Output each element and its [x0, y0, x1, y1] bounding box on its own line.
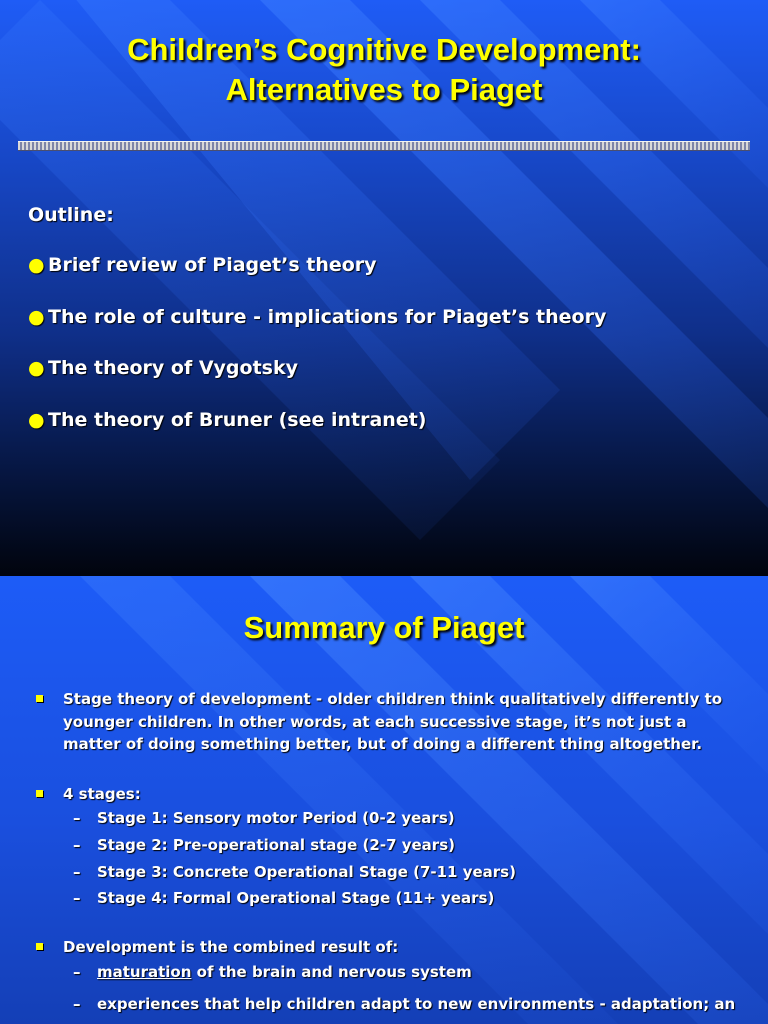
bullet-dot-icon: ●: [28, 254, 45, 276]
outline-label: Outline:: [28, 204, 114, 226]
outline-item: [28, 254, 606, 306]
development-item: [63, 959, 734, 986]
outline-list: [28, 254, 606, 460]
outline-item: [28, 306, 606, 358]
slide-1-title-line-1: Children’s Cognitive Development:: [127, 32, 641, 67]
bullet-square-icon: [36, 790, 43, 797]
outline-item-text: The theory of Vygotsky: [48, 357, 298, 379]
stages-list: [63, 805, 734, 912]
dash-icon: –: [73, 962, 81, 981]
summary-item-stages: [34, 783, 734, 913]
summary-item-development: [34, 936, 734, 1018]
stages-heading: 4 stages:: [63, 784, 141, 803]
stage-text: Stage 1: Sensory motor Period (0-2 years): [97, 809, 455, 827]
outline-item-text: The theory of Bruner (see intranet): [48, 408, 427, 431]
dash-icon: –: [73, 889, 81, 908]
bullet-square-icon: [36, 695, 43, 702]
development-list: [63, 959, 734, 1019]
text-line: Stage theory of development - older children think qualitatively differently to: [63, 690, 723, 708]
development-item-text: of the brain and nervous system: [191, 962, 472, 981]
stage-text: Stage 2: Pre-operational stage (2-7 years): [97, 835, 455, 854]
bullet-dot-icon: ●: [28, 305, 45, 328]
outline-item-text: The role of culture - implications for Piaget’s theory: [48, 305, 607, 328]
development-item: [63, 991, 734, 1018]
title-divider: [18, 141, 750, 151]
development-item-text: experiences that help children adapt to new environments - adaptation; an: [97, 995, 736, 1014]
maturation-term: maturation: [97, 962, 192, 981]
bullet-dot-icon: ●: [28, 408, 45, 431]
stage-item: [63, 805, 734, 832]
stage-text: Stage 4: Formal Operational Stage (11+ years): [97, 889, 495, 908]
outline-item-text: Brief review of Piaget’s theory: [48, 254, 377, 276]
dash-icon: –: [73, 835, 81, 854]
stage-item: [63, 859, 734, 886]
summary-item-stage-theory: [34, 688, 734, 756]
bullet-square-icon: [36, 943, 43, 950]
bullet-dot-icon: ●: [28, 357, 45, 379]
stage-item: [63, 832, 734, 859]
stage-text: Stage 3: Concrete Operational Stage (7-11 years): [97, 862, 516, 881]
development-heading: Development is the combined result of:: [63, 938, 399, 957]
dash-icon: –: [73, 995, 81, 1014]
summary-body: [34, 688, 734, 1018]
slide-1-title-line-2: Alternatives to Piaget: [225, 72, 543, 107]
outline-item: [28, 357, 606, 409]
outline-item: [28, 409, 606, 461]
dash-icon: –: [73, 862, 81, 881]
dash-icon: –: [73, 809, 81, 827]
slide-1-title: [0, 30, 768, 110]
text-line: younger children. In other words, at each successive stage, it’s not just a: [63, 712, 687, 731]
slide-2-title: Summary of Piaget: [243, 610, 525, 645]
text-line: matter of doing something better, but of doing a different thing altogether.: [63, 735, 703, 753]
stage-item: [63, 885, 734, 912]
